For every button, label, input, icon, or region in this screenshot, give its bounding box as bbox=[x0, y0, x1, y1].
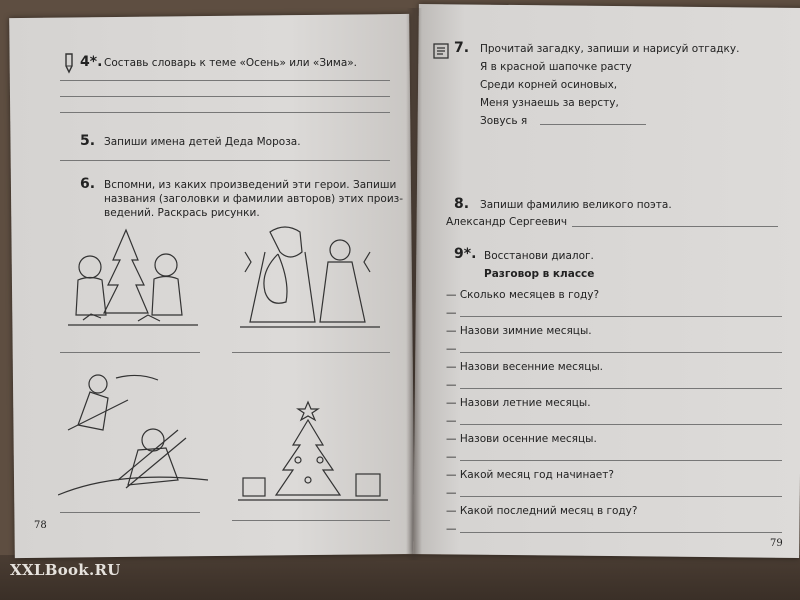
task6-line2: названия (заголовки и фамилии авторов) этих произ- bbox=[104, 193, 404, 205]
task8-number: 8. bbox=[454, 196, 470, 212]
task7-text: Прочитай загадку, запиши и нарисуй отгадку. bbox=[480, 43, 740, 55]
task4-text: Составь словарь к теме «Осень» или «Зима». bbox=[104, 57, 358, 69]
task8-prefix: Александр Сергеевич bbox=[446, 216, 568, 228]
dialog-line-14: — bbox=[446, 523, 457, 535]
riddle-line-4: Зовусь я bbox=[480, 115, 528, 127]
task9-text: Восстанови диалог. bbox=[484, 250, 594, 262]
dialog-line-2: — bbox=[446, 307, 457, 319]
right-page-number: 79 bbox=[770, 538, 783, 549]
pencil-icon bbox=[62, 52, 76, 74]
watermark-text: XXLBook.RU bbox=[10, 561, 121, 579]
dialog-line-11: — Какой месяц год начинает? bbox=[446, 469, 614, 481]
book-icon bbox=[432, 42, 450, 60]
book-gutter bbox=[406, 8, 422, 560]
dialog-line-6: — bbox=[446, 379, 457, 391]
task5-number: 5. bbox=[80, 133, 96, 149]
boy-on-sled-illustration bbox=[58, 370, 218, 500]
task5-text: Запиши имена детей Деда Мороза. bbox=[104, 136, 301, 148]
left-page-number: 78 bbox=[34, 520, 47, 531]
task8-text: Запиши фамилию великого поэта. bbox=[480, 199, 672, 211]
dialog-line-4: — bbox=[446, 343, 457, 355]
dialog-line-8: — bbox=[446, 415, 457, 427]
new-year-tree-illustration bbox=[238, 400, 388, 505]
dialog-line-1: — Сколько месяцев в году? bbox=[446, 289, 600, 301]
task9-subtitle: Разговор в классе bbox=[484, 268, 595, 280]
dialog-line-5: — Назови весенние месяцы. bbox=[446, 361, 604, 373]
task6-line3: ведений. Раскрась рисунки. bbox=[104, 207, 260, 219]
dialog-line-3: — Назови зимние месяцы. bbox=[446, 325, 592, 337]
riddle-line-1: Я в красной шапочке расту bbox=[480, 61, 632, 73]
riddle-line-3: Меня узнаешь за версту, bbox=[480, 97, 619, 109]
task6-line1: Вспомни, из каких произведений эти герои. Запиши bbox=[104, 179, 397, 191]
task9-number: 9*. bbox=[454, 246, 477, 262]
dialog-line-13: — Какой последний месяц в году? bbox=[446, 505, 638, 517]
dialog-line-12: — bbox=[446, 487, 457, 499]
dialog-line-9: — Назови осенние месяцы. bbox=[446, 433, 597, 445]
children-with-tree-illustration bbox=[68, 225, 198, 335]
father-frost-illustration bbox=[240, 222, 380, 332]
dialog-line-10: — bbox=[446, 451, 457, 463]
task4-number: 4*. bbox=[80, 54, 103, 70]
dialog-line-7: — Назови летние месяцы. bbox=[446, 397, 591, 409]
riddle-line-2: Среди корней осиновых, bbox=[480, 79, 618, 91]
task6-number: 6. bbox=[80, 176, 96, 192]
task7-number: 7. bbox=[454, 40, 470, 56]
